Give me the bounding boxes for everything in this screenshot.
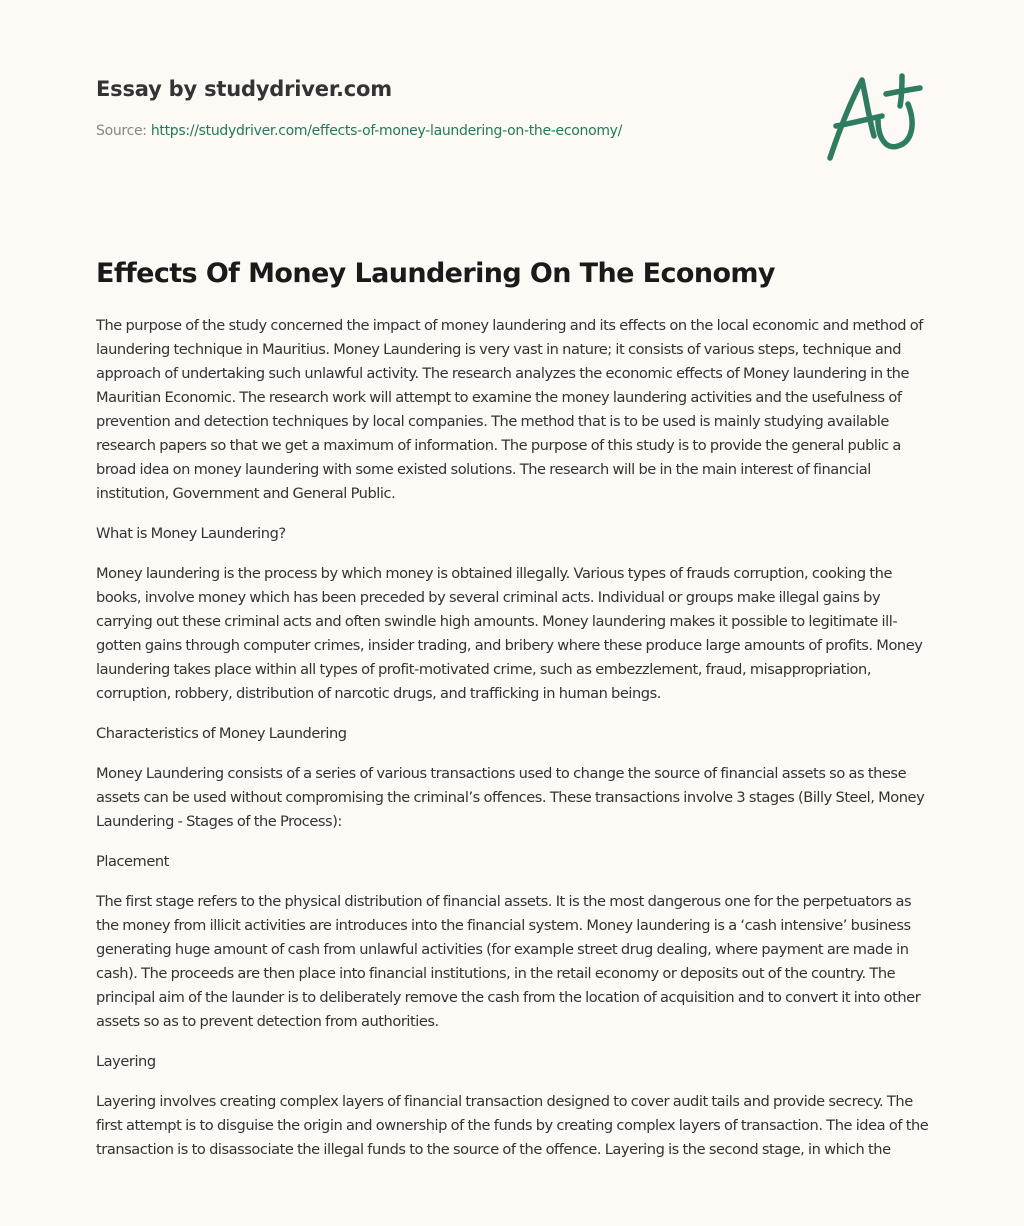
paragraph-definition: Money laundering is the process by which money is obtained illegally. Various types of frauds corruption, cooking the books, involve money which has been preceded by several criminal acts. Individual or groups make illegal gains by carrying out these criminal acts and often swindle high amounts. Money laundering makes it possible to legitimate ill-gotten gains through computer crimes, insider trading, and bribery where these produce large amounts of profits. Money laundering takes place within all types of profit-motivated crime, such as embezzlement, fraud, misappropriation, corruption, robbery, distribution of narcotic drugs, and trafficking in human beings. — [96, 565, 923, 702]
section-heading-characteristics: Characteristics of Money Laundering — [96, 725, 347, 742]
document-title: Effects Of Money Laundering On The Economy — [96, 258, 775, 289]
brand-title: Essay by studydriver.com — [96, 77, 392, 101]
paragraph-characteristics: Money Laundering consists of a series of various transactions used to change the source of financial assets so as these assets can be used without compromising the criminal’s offences. These transactions involve 3 stages (Billy Steel, Money Laundering - Stages of the Process): — [96, 765, 925, 830]
section-heading-what-is: What is Money Laundering? — [96, 525, 286, 542]
section-heading-placement: Placement — [96, 853, 169, 870]
source-line — [96, 121, 796, 141]
section-heading-layering: Layering — [96, 1053, 156, 1070]
a-plus-grade-icon — [822, 68, 930, 164]
paragraph-layering: Layering involves creating complex layers of financial transaction designed to cover audit tails and provide secrecy. The first attempt is to disguise the origin and ownership of the funds by creating complex layers of transaction. The idea of the transaction is to disassociate the illegal funds to the source of the offence. Layering is the second stage, in which the — [96, 1093, 929, 1158]
paragraph-placement: The first stage refers to the physical distribution of financial assets. It is the most dangerous one for the perpetuators as the money from illicit activities are introduces into the financial system. Money laundering is a ‘cash intensive’ business generating huge amount of cash from unlawful activities (for example street drug dealing, where payment are made in cash). The proceeds are then place into financial institutions, in the retail economy or deposits out of the country. The principal aim of the launder is to deliberately remove the cash from the location of acquisition and to convert it into other assets so as to prevent detection from authorities. — [96, 893, 921, 1030]
source-label: Source: — [96, 123, 151, 139]
paragraph-intro: The purpose of the study concerned the impact of money laundering and its effects on the local economic and method of laundering technique in Mauritius. Money Laundering is very vast in nature; it consists of various steps, technique and approach of undertaking such unlawful activity. The research analyzes the economic effects of Money laundering in the Mauritian Economic. The research work will attempt to examine the money laundering activities and the usefulness of prevention and detection techniques by local companies. The method that is to be used is mainly studying available research papers so that we get a maximum of information. The purpose of this study is to provide the general public a broad idea on money laundering with some existed solutions. The research will be in the main interest of financial institution, Government and General Public. — [96, 317, 923, 502]
source-link[interactable]: https://studydriver.com/effects-of-money-laundering-on-the-economy/ — [150, 123, 623, 139]
document-body — [96, 314, 936, 1178]
site-header — [96, 74, 796, 141]
